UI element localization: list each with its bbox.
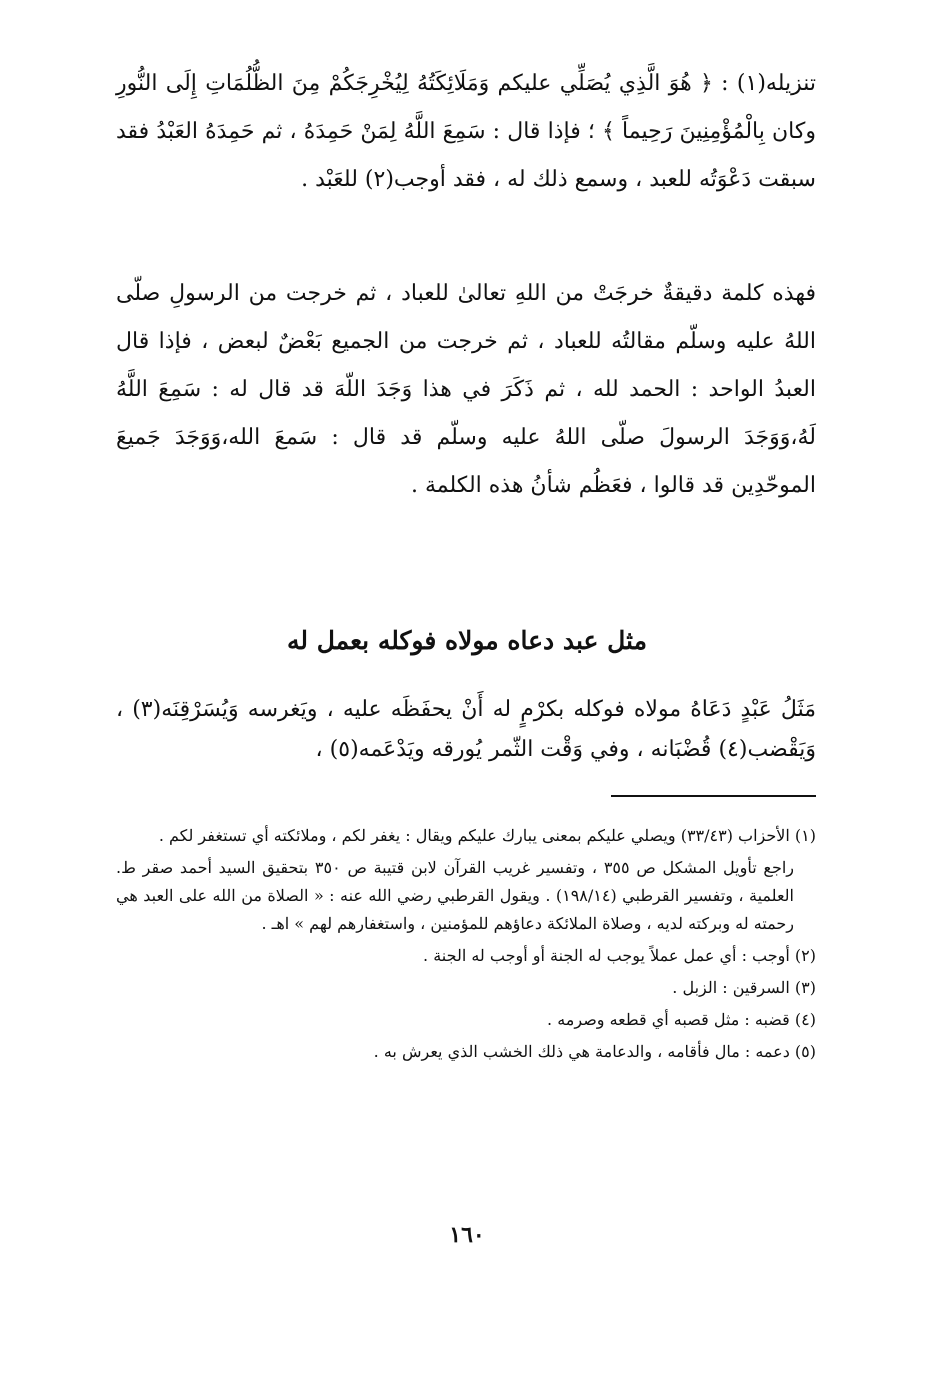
footnote-2: (٢) أوجب : أي عمل عملاً يوجب له الجنة أو أوجب له الجنة .: [423, 946, 816, 965]
footnote-1-continuation: راجع تأويل المشكل ص ٣٥٥ ، وتفسير غريب القرآن لابن قتيبة ص ٣٥٠ بتحقيق السيد أحمد صقر ط. العلمية ، وتفسير القرطبي (١٩٨/١٤) . ويقول القرطبي رضي الله عنه : « الصلاة من الله على العبد هي رحمته له وبركته لديه ، وصلاة الملائكة دعاؤهم للمؤمنين ، واستغفارهم لهم » اهـ .: [116, 858, 795, 933]
footnote-3: (٣) السرقين : الزبل .: [672, 978, 816, 997]
section-heading: مثل عبد دعاه مولاه فوكله بعمل له: [287, 626, 647, 655]
body-paragraph-1: تنزيله(١) : ﴿ هُوَ الَّذِي يُصَلِّي عليكم وَمَلَائِكَتُهُ لِيُخْرِجَكُمْ مِنَ الظُّلُمَاتِ إِلَى النُّورِ وكان بِالْمُؤْمِنِينَ رَحِيماً ﴾ ؛ فإذا قال : سَمِعَ اللَّهُ لِمَنْ حَمِدَهُ ، ثم حَمِدَهُ العَبْدُ فقد سبقت دَعْوَتُه للعبد ، وسمع ذلك له ، فقد أوجب(٢) للعَبْد .: [116, 71, 816, 192]
footnote-1: (١) الأحزاب (٣٣/٤٣) ويصلي عليكم بمعنى يبارك عليكم ويقال : يغفر لكم ، وملائكته أي تستغفر لكم .: [158, 826, 816, 845]
page-number: ١٦٠: [449, 1222, 485, 1248]
footnote-5: (٥) دعمه : مال فأقامه ، والدعامة هي ذلك الخشب الذي يعرش به .: [373, 1042, 816, 1061]
footnotes-list: [116, 822, 816, 1070]
footnote-4: (٤) قضبه : مثل قصبه أي قطعه وصرمه .: [547, 1010, 816, 1029]
body-paragraph-2: فهذه كلمة دقيقةٌ خرجَتْ من اللهِ تعالىٰ للعباد ، ثم خرجت من الرسولِ صلّى اللهُ عليه وسلّم مقالتُه للعباد ، ثم خرجت من الجميع بَعْضٌ لبعض ، فإذا قال العبدُ الواحد : الحمد لله ، ثم ذَكَرَ في هذا وَجَدَ اللّهَ قد قال له : سَمِعَ اللَّهُ لَهُ،وَوَجَدَ الرسولَ صلّى اللهُ عليه وسلّم قد قال : سَمعَ الله،وَوَجَدَ جَميعَ الموحّدِين قد قالوا ، فعَظُم شأنُ هذه الكلمة .: [116, 281, 816, 498]
footnote-divider: [611, 795, 816, 797]
body-paragraph-3: مَثَلُ عَبْدٍ دَعَاهُ مولاه فوكله بكرْمٍ له أَنْ يحفَظَه عليه ، ويَغرسه وَيُسَرْقِنَه(٣) ، وَيَقْضب(٤) قُضْبَانه ، وفي وَقْت الثّمر يُورقه ويَدْعَمه(٥) ،: [116, 697, 816, 762]
